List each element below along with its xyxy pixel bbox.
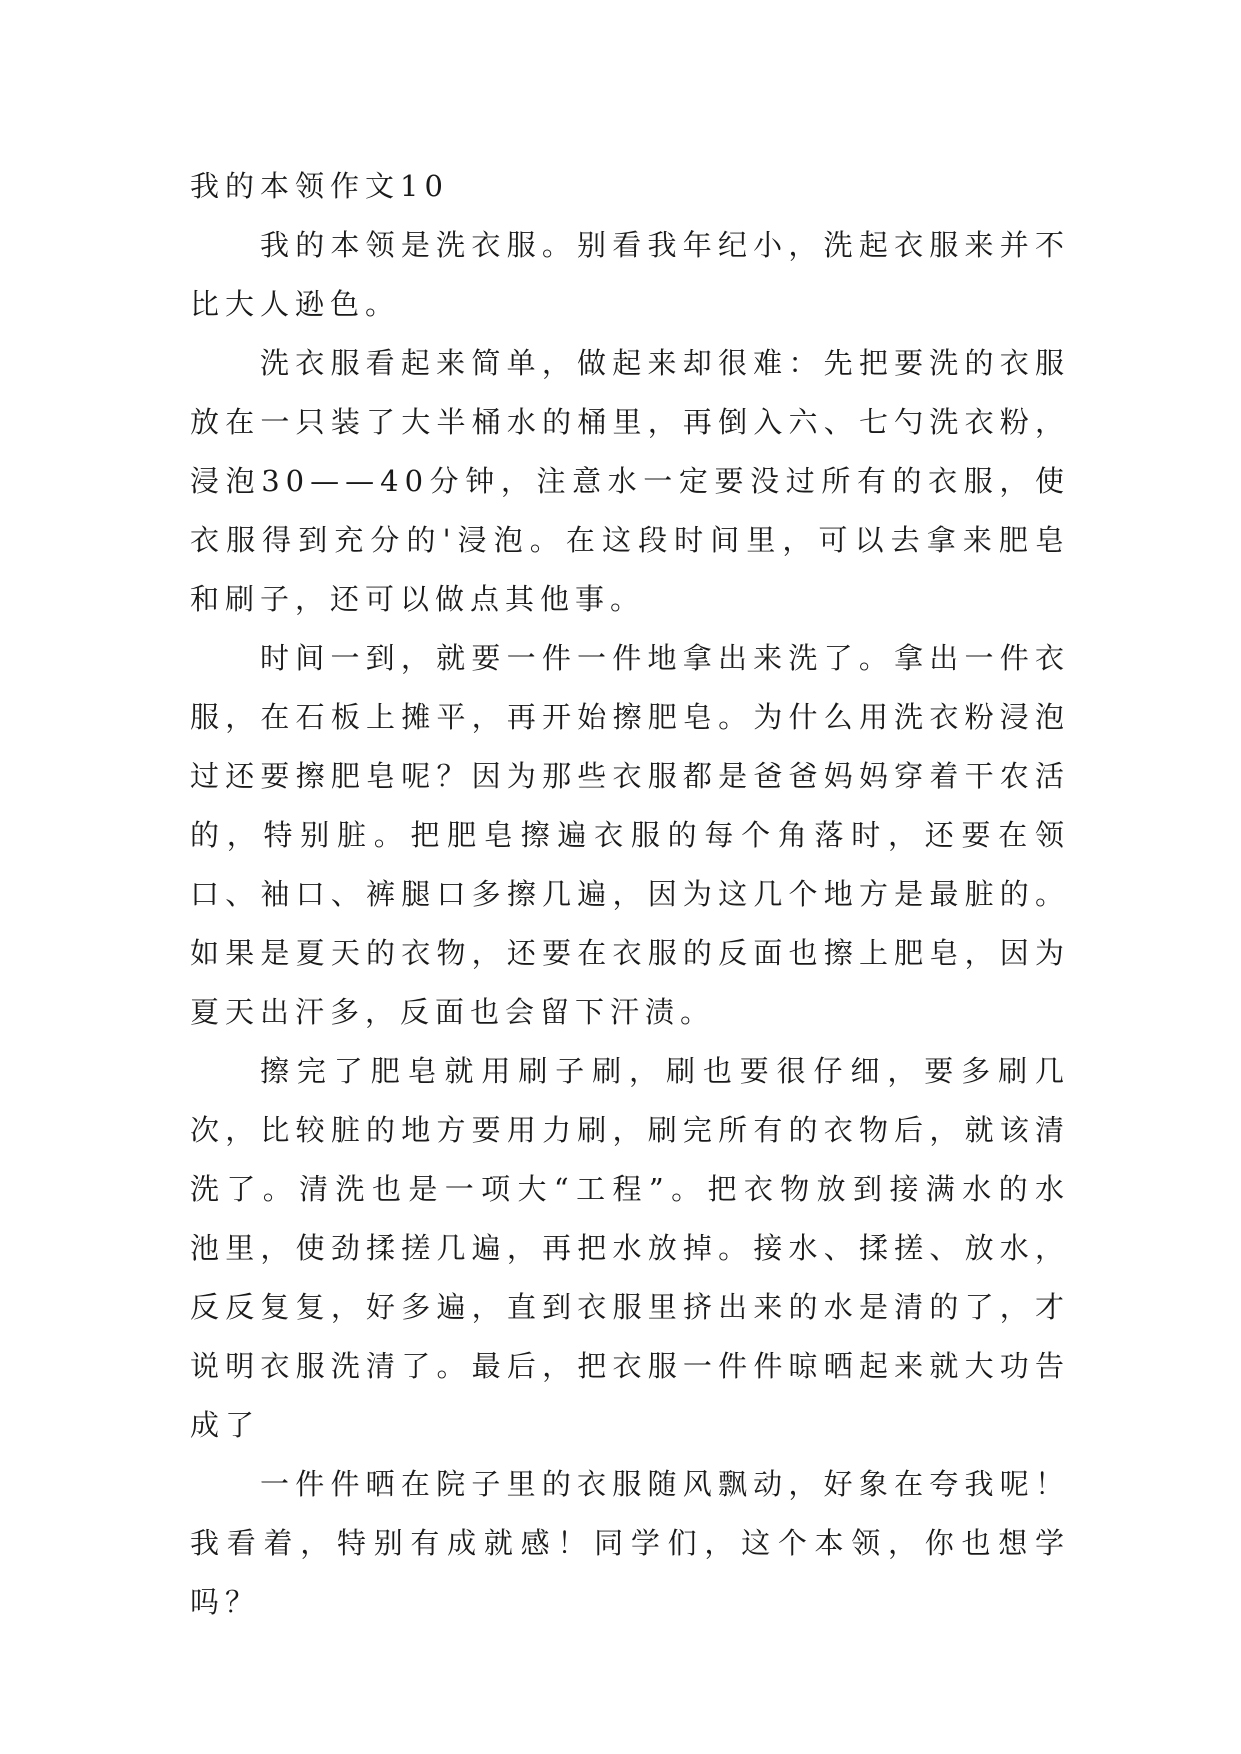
document-body — [190, 157, 1070, 1632]
document-title: 我的本领作文10 — [190, 169, 449, 203]
paragraph-2: 洗衣服看起来简单，做起来却很难：先把要洗的衣服放在一只装了大半桶水的桶里，再倒入六、七勺洗衣粉，浸泡30——40分钟，注意水一定要没过所有的衣服，使衣服得到充分的'浸泡。在这段时间里，可以去拿来肥皂和刷子，还可以做点其他事。 — [190, 346, 1070, 616]
paragraph-5: 一件件晒在院子里的衣服随风飘动，好象在夸我呢！我看着，特别有成就感！同学们，这个本领，你也想学吗？ — [190, 1467, 1070, 1619]
paragraph-4: 擦完了肥皂就用刷子刷，刷也要很仔细，要多刷几次，比较脏的地方要用力刷，刷完所有的衣物后，就该清洗了。清洗也是一项大“工程”。把衣物放到接满水的水池里，使劲揉搓几遍，再把水放掉。接水、揉搓、放水，反反复复，好多遍，直到衣服里挤出来的水是清的了，才说明衣服洗清了。最后，把衣服一件件晾晒起来就大功告成了 — [190, 1054, 1070, 1442]
paragraph-3: 时间一到，就要一件一件地拿出来洗了。拿出一件衣服，在石板上摊平，再开始擦肥皂。为什么用洗衣粉浸泡过还要擦肥皂呢？因为那些衣服都是爸爸妈妈穿着干农活的，特别脏。把肥皂擦遍衣服的每个角落时，还要在领口、袖口、裤腿口多擦几遍，因为这几个地方是最脏的。如果是夏天的衣物，还要在衣服的反面也擦上肥皂，因为夏天出汗多，反面也会留下汗渍。 — [190, 641, 1070, 1029]
paragraph-1: 我的本领是洗衣服。别看我年纪小，洗起衣服来并不比大人逊色。 — [190, 228, 1070, 321]
